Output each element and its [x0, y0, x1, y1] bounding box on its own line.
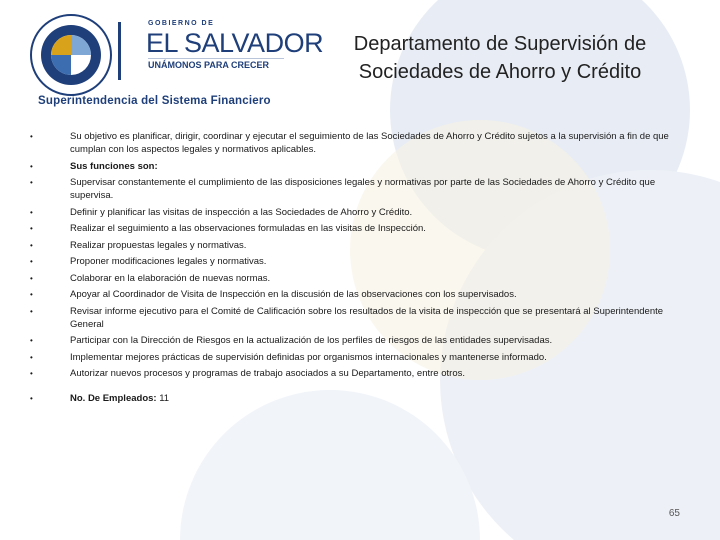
list-item: • Proponer modificaciones legales y normativas.: [30, 256, 267, 267]
bullet-icon: •: [30, 240, 33, 250]
gobierno-label: GOBIERNO DE: [148, 20, 215, 27]
list-item: • Realizar el seguimiento a las observaciones formuladas en las visitas de Inspección.: [30, 223, 426, 234]
list-item: • Supervisar constantemente el cumplimiento de las disposiciones legales y normativas por parte de las Sociedades de Ahorro y Crédito que supervisa.: [30, 177, 656, 201]
page-number: 65: [668, 508, 680, 519]
tagline: UNÁMONOS PARA CRECER: [148, 60, 270, 70]
institution-name: Superintendencia del Sistema Financiero: [38, 95, 271, 107]
bullet-icon: •: [30, 394, 33, 403]
list-item: • Definir y planificar las visitas de inspección a las Sociedades de Ahorro y Crédito.: [30, 206, 413, 218]
employees-value: 11: [156, 393, 170, 404]
gobierno-logo: [118, 18, 324, 88]
list-item: • Apoyar al Coordinador de Visita de Inspección en la discusión de las observaciones con los supervisados.: [30, 289, 517, 300]
bullet-icon: •: [30, 352, 33, 362]
bullet-icon: •: [30, 290, 33, 299]
list-item: • Participar con la Dirección de Riesgos en la actualización de los perfiles de riesgos de las entidades supervisadas.: [30, 335, 553, 346]
list-item: • Autorizar nuevos procesos y programas de trabajo asociados a su Departamento, entre otros.: [30, 368, 465, 379]
list-item: • Sus funciones son:: [30, 160, 158, 172]
bullet-icon: •: [30, 132, 33, 141]
bullet-icon: •: [30, 257, 33, 266]
list-item: • Implementar mejores prácticas de supervisión definidas por organismos internacionales y mantenerse informado.: [30, 351, 547, 363]
bullet-icon: •: [30, 306, 33, 316]
logo-divider: [118, 22, 121, 80]
title-line-2: Sociedades de Ahorro y Crédito: [358, 61, 642, 83]
logo-rule: [148, 58, 284, 59]
bullet-icon: •: [30, 178, 33, 187]
slide-title: [300, 30, 700, 86]
bullet-icon: •: [30, 161, 33, 171]
list-item: • Colaborar en la elaboración de nuevas normas.: [30, 272, 271, 284]
list-item: • Su objetivo es planificar, dirigir, coordinar y ejecutar el seguimiento de las Sociedades de Ahorro y Crédito sujetos a la supervisión a fin de que cumplan con los aspectos legales y normativos aplicables.: [30, 131, 669, 155]
list-item: • Revisar informe ejecutivo para el Comité de Calificación sobre los resultados de la visita de inspección que se presentará al Superintendente General: [30, 305, 664, 330]
list-item: • Realizar propuestas legales y normativas.: [30, 239, 247, 251]
bullet-icon: •: [30, 336, 33, 345]
title-line-1: Departamento de Supervisión de: [353, 33, 647, 55]
country-label: EL SALVADOR: [146, 28, 324, 58]
bullet-icon: •: [30, 207, 33, 217]
bullet-icon: •: [30, 369, 33, 378]
bullet-icon: •: [30, 273, 33, 283]
bullet-icon: •: [30, 224, 33, 233]
function-list: [30, 130, 690, 409]
employees-label: No. De Empleados:: [70, 393, 157, 404]
ssf-seal-logo: [30, 14, 112, 96]
employees-item: [30, 392, 690, 405]
